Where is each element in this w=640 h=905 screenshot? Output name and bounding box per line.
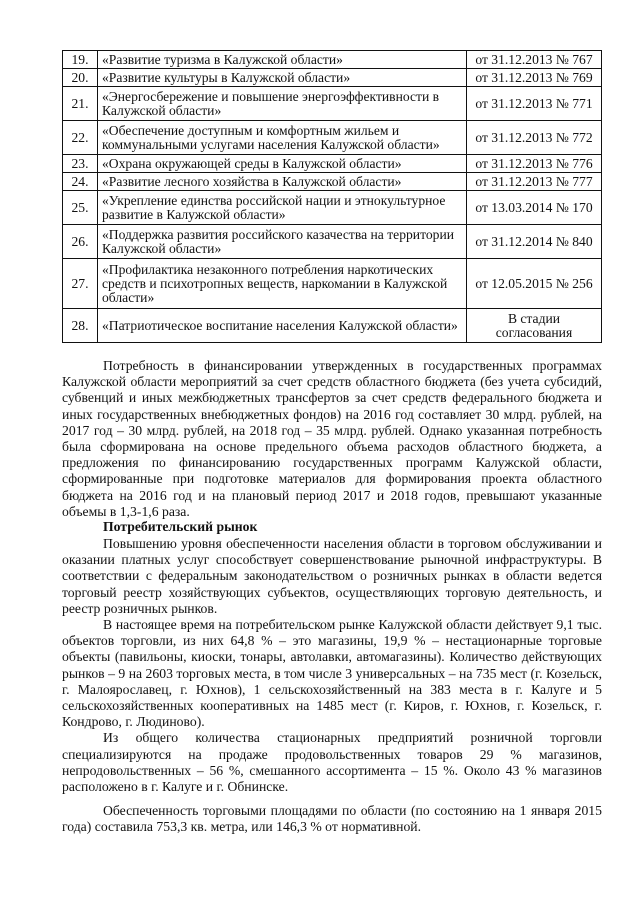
program-title: «Охрана окружающей среды в Калужской области»	[98, 155, 467, 173]
program-title: «Развитие туризма в Калужской области»	[98, 51, 467, 69]
market-section	[62, 536, 602, 836]
section-heading: Потребительский рынок	[103, 519, 258, 534]
market-paragraph: Обеспеченность торговыми площадями по области (по состоянию на 1 января 2015 года) составила 753,3 кв. метра, или 146,3 % от нормативной.	[62, 803, 602, 835]
table-row	[63, 87, 602, 121]
program-title: «Развитие культуры в Калужской области»	[98, 69, 467, 87]
table-row	[63, 173, 602, 191]
resolution-ref: от 31.12.2013 № 777	[467, 173, 602, 191]
row-number: 28.	[63, 309, 98, 343]
table-row	[63, 51, 602, 69]
row-number: 23.	[63, 155, 98, 173]
program-title: «Энергосбережение и повышение энергоэффективности в Калужской области»	[98, 87, 467, 121]
row-number: 21.	[63, 87, 98, 121]
resolution-status: В стадии согласования	[467, 309, 602, 343]
market-paragraph: В настоящее время на потребительском рынке Калужской области действует 9,1 тыс. объектов торговли, из них 64,8 % – это магазины, 19,9 % – нестационарные торговые объекты (павильоны, киоски, тонары, автолавки, автомагазины). Количество действующих рынков – 9 на 2603 торговых места, в том числе 3 универсальных – на 735 мест (г. Козельск, г. Малоярославец, г. Юхнов), 1 сельскохозяйственный на 383 места в г. Калуге и 5 сельскохозяйственных кооперативных на 1485 мест (г. Киров, г. Юхнов, г. Козельск, г. Кондрово, г. Людиново).	[62, 617, 602, 730]
resolution-ref: от 13.03.2014 № 170	[467, 191, 602, 225]
row-number: 27.	[63, 259, 98, 309]
table-row	[63, 155, 602, 173]
resolution-ref: от 31.12.2013 № 767	[467, 51, 602, 69]
financing-section	[62, 358, 602, 520]
resolution-ref: от 31.12.2013 № 769	[467, 69, 602, 87]
table-row	[63, 225, 602, 259]
program-title: «Развитие лесного хозяйства в Калужской области»	[98, 173, 467, 191]
table-row	[63, 259, 602, 309]
financing-paragraph: Потребность в финансировании утвержденных в государственных программах Калужской области мероприятий за счет средств областного бюджета (без учета субсидий, субвенций и иных межбюджетных трансфертов за счет средств федерального бюджета и иных государственных внебюджетных фондов) на 2016 год составляет 30 млрд. рублей, на 2017 год – 30 млрд. рублей, на 2018 год – 35 млрд. рублей. Однако указанная потребность была сформирована на основе предельного объема расходов областного бюджета, а предложения по финансированию государственных программ Калужской области, сформированные при подготовке материалов для формирования проекта областного бюджета на 2016 год и на плановый период 2017 и 2018 годов, превышают указанные объемы в 1,3-1,6 раза.	[62, 358, 602, 519]
resolution-ref: от 31.12.2013 № 771	[467, 87, 602, 121]
resolution-ref: от 31.12.2013 № 772	[467, 121, 602, 155]
row-number: 22.	[63, 121, 98, 155]
row-number: 24.	[63, 173, 98, 191]
market-paragraph: Из общего количества стационарных предприятий розничной торговли специализируются на продаже продовольственных товаров 29 % магазинов, непродовольственных – 56 %, смешанного ассортимента – 15 %. Около 43 % магазинов расположено в г. Калуге и г. Обнинске.	[62, 730, 602, 795]
program-title: «Обеспечение доступным и комфортным жильем и коммунальными услугами населения Калужской области»	[98, 121, 467, 155]
programs-table	[62, 50, 602, 343]
program-title: «Патриотическое воспитание населения Калужской области»	[98, 309, 467, 343]
table-row	[63, 191, 602, 225]
row-number: 20.	[63, 69, 98, 87]
table-row	[63, 121, 602, 155]
program-title: «Профилактика незаконного потребления наркотических средств и психотропных веществ, наркомании в Калужской области»	[98, 259, 467, 309]
program-title: «Укрепление единства российской нации и этнокультурное развитие в Калужской области»	[98, 191, 467, 225]
program-title: «Поддержка развития российского казачества на территории Калужской области»	[98, 225, 467, 259]
table-row	[63, 69, 602, 87]
row-number: 26.	[63, 225, 98, 259]
resolution-ref: от 31.12.2014 № 840	[467, 225, 602, 259]
row-number: 25.	[63, 191, 98, 225]
resolution-ref: от 31.12.2013 № 776	[467, 155, 602, 173]
resolution-ref: от 12.05.2015 № 256	[467, 259, 602, 309]
market-paragraph: Повышению уровня обеспеченности населения области в торговом обслуживании и оказании платных услуг способствует совершенствование рыночной инфраструктуры. В соответствии с федеральным законодательством о розничных рынках в области ведется торговый реестр хозяйствующих субъектов, осуществляющих торговую деятельность, и реестр розничных рынков.	[62, 536, 602, 616]
row-number: 19.	[63, 51, 98, 69]
table-row	[63, 309, 602, 343]
